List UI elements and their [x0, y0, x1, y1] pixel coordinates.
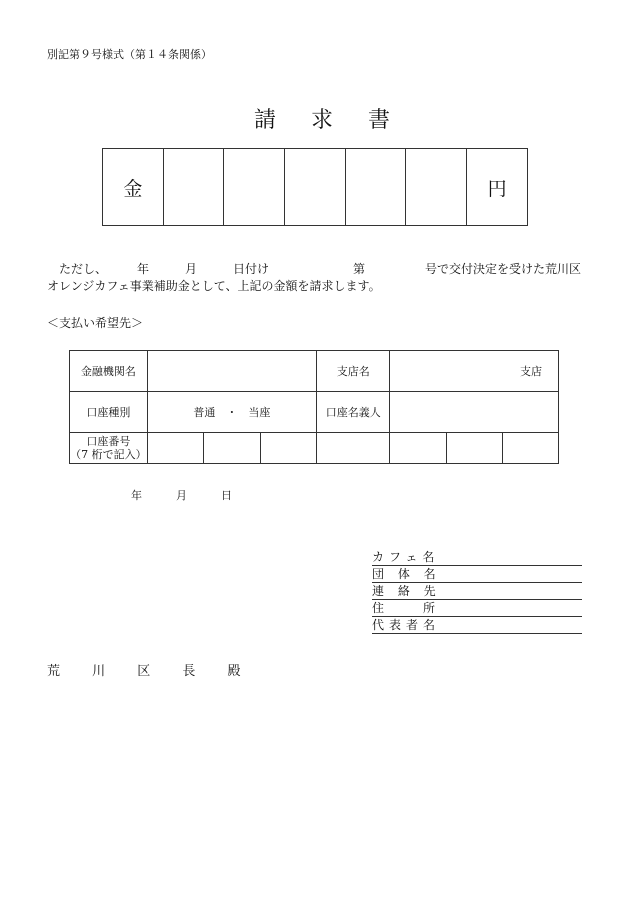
date-day: 日 — [221, 489, 232, 502]
contact-label: 連 絡 先 — [372, 584, 441, 598]
account-digit-cell[interactable] — [446, 433, 502, 464]
group-name-row[interactable] — [372, 566, 582, 583]
address-label: 住 所 — [372, 601, 441, 615]
addressee: 荒 川 区 長 殿 — [47, 664, 255, 679]
account-digit-cell[interactable] — [317, 433, 390, 464]
account-type-label: 口座種別 — [70, 392, 148, 433]
cafe-name-label: カフェ名 — [372, 550, 440, 564]
representative-label: 代表者名 — [372, 618, 441, 632]
amount-suffix: 円 — [467, 149, 528, 226]
request-paragraph — [47, 261, 581, 295]
branch-label: 支店名 — [317, 351, 390, 392]
account-number-label-1: 口座番号 — [86, 435, 131, 448]
form-number: 別記第９号様式（第１４条関係） — [47, 48, 212, 61]
document-title: 請 求 書 — [254, 108, 404, 133]
account-number-label-2: （7 桁で記入） — [70, 448, 147, 461]
applicant-block — [372, 549, 582, 634]
payment-heading: ＜支払い希望先＞ — [47, 316, 144, 330]
account-holder-label: 口座名義人 — [317, 392, 390, 433]
amount-digit-cell[interactable] — [285, 149, 346, 226]
account-digit-cell[interactable] — [147, 433, 203, 464]
account-type-options[interactable]: 普通 ・ 当座 — [147, 392, 316, 433]
account-digit-cell[interactable] — [502, 433, 558, 464]
representative-row[interactable] — [372, 617, 582, 634]
address-row[interactable] — [372, 600, 582, 617]
account-holder-field[interactable] — [390, 392, 559, 433]
amount-digit-cell[interactable] — [163, 149, 224, 226]
branch-field[interactable] — [390, 351, 559, 392]
paragraph-line-2: オレンジカフェ事業補助金として、上記の金額を請求します。 — [47, 279, 381, 293]
amount-table — [102, 148, 528, 226]
amount-prefix: 金 — [103, 149, 164, 226]
account-digit-cell[interactable] — [204, 433, 260, 464]
branch-suffix: 支店 — [520, 365, 542, 378]
date-year: 年 — [131, 489, 142, 502]
amount-digit-cell[interactable] — [345, 149, 406, 226]
contact-row[interactable] — [372, 583, 582, 600]
date-month: 月 — [176, 489, 187, 502]
institution-label: 金融機関名 — [70, 351, 148, 392]
date-line — [131, 487, 266, 503]
institution-field[interactable] — [147, 351, 316, 392]
account-digit-cell[interactable] — [260, 433, 316, 464]
amount-digit-cell[interactable] — [406, 149, 467, 226]
group-name-label: 団 体 名 — [372, 567, 441, 581]
bank-table — [69, 350, 559, 464]
account-digit-cell[interactable] — [390, 433, 446, 464]
amount-digit-cell[interactable] — [224, 149, 285, 226]
account-number-label — [70, 433, 148, 464]
paragraph-line-1: ただし、 年 月 日付け 第 号で交付決定を受けた荒川区 — [47, 262, 582, 276]
cafe-name-row[interactable] — [372, 549, 582, 566]
